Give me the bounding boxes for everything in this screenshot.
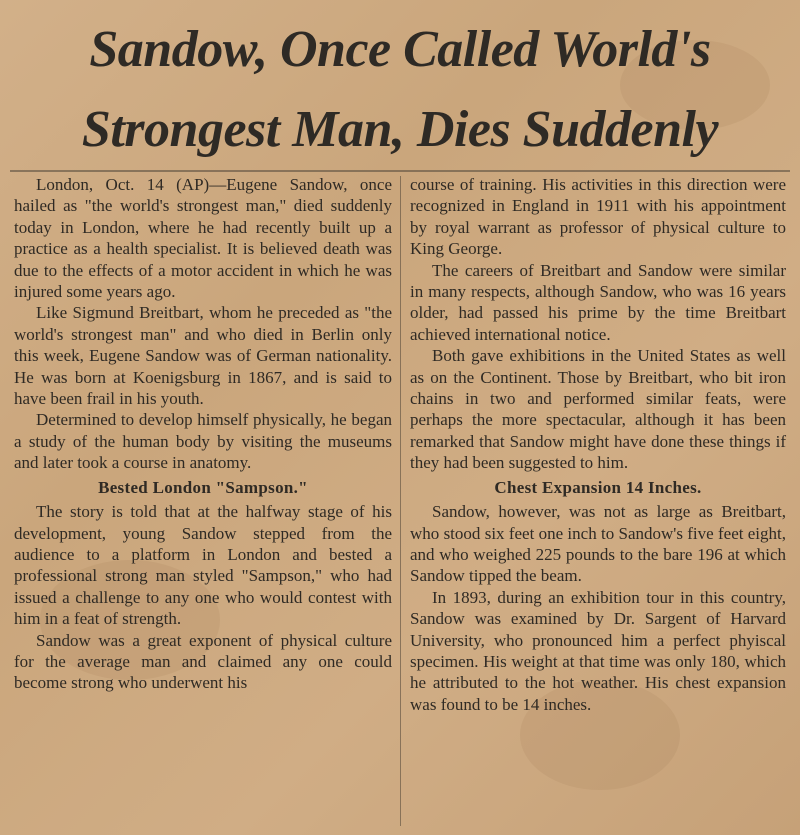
article-paragraph: Determined to develop himself physically, he began a study of the human body by visiting the museums and later took a course in anatomy. (14, 410, 392, 473)
right-column (410, 174, 786, 715)
article-paragraph: The story is told that at the halfway stage of his development, young Sandow stepped from the audience to a platform in London and bested a professional strong man styled "Sampson," who had issued a challenge to any one who would contest with him in a feat of strength. (14, 502, 392, 629)
article-paragraph: Sandow was a great exponent of physical culture for the average man and claimed any one could become strong who underwent his (14, 630, 392, 693)
headline-line-1: Sandow, Once Called World's (89, 21, 711, 78)
article-paragraph: London, Oct. 14 (AP)—Eugene Sandow, once hailed as "the world's strongest man," died suddenly today in London, where he had recently built up a practice as a health specialist. It is believed death was due to the effects of a motor accident in which he was injured some years ago. (14, 175, 392, 302)
headline (0, 10, 800, 170)
column-divider (400, 176, 401, 826)
section-subhead: Bested London "Sampson." (98, 477, 308, 497)
left-column (14, 174, 392, 694)
article-paragraph: Both gave exhibitions in the United States as well as on the Continent. Those by Breitbart, who bit iron chains in two and performed similar feats, were perhaps the more spectacular, although it has been remarked that Sandow might have done these things if they had been suggested to him. (410, 346, 786, 473)
article-paragraph: Sandow, however, was not as large as Breitbart, who stood six feet one inch to Sandow's five feet eight, and who weighed 225 pounds to the bare 196 at which Sandow tipped the beam. (410, 502, 786, 586)
section-subhead: Chest Expansion 14 Inches. (494, 477, 702, 497)
headline-rule (10, 170, 790, 172)
article-paragraph: The careers of Breitbart and Sandow were similar in many respects, although Sandow, who was 16 years older, had passed his prime by the time Breitbart achieved international notice. (410, 260, 786, 344)
article-paragraph: course of training. His activities in this direction were recognized in England in 1911 with his appointment by royal warrant as professor of physical culture to King George. (410, 175, 786, 259)
headline-line-2: Strongest Man, Dies Suddenly (81, 101, 719, 158)
article-paragraph: In 1893, during an exhibition tour in this country, Sandow was examined by Dr. Sargent of Harvard University, who pronounced him a perfect phyiscal specimen. His weight at that time was only 180, which he attributed to the hot weather. His chest expansion was found to be 14 inches. (410, 587, 786, 714)
article-paragraph: Like Sigmund Breitbart, whom he preceded as "the world's strongest man" and who died in Berlin only this week, Eugene Sandow was of German nationality. He was born at Koenigsburg in 1867, and is said to have been frail in his youth. (14, 303, 392, 409)
